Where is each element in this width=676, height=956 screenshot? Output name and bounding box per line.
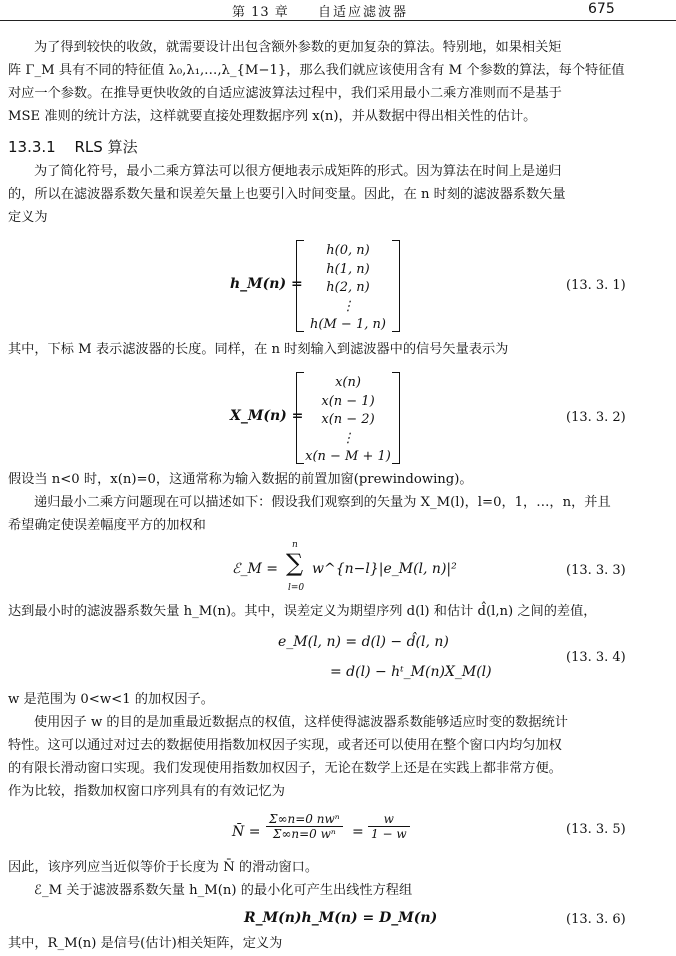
matrix-entry: x(n − M + 1) [305,449,391,464]
matrix-entry: ⋮ [341,298,355,314]
fraction-denominator: Σ∞n=0 wⁿ [272,827,336,841]
equals-sign: = [352,824,364,840]
sum-upper-limit: n [292,540,298,550]
text-line: w 是范围为 0<w<1 的加权因子。 [8,692,214,707]
running-header [0,0,676,21]
sum-body: w^{n−l}|e_M(l, n)|² [312,561,457,577]
equation-number: (13. 3. 5) [566,822,626,837]
equation-number: (13. 3. 6) [566,912,626,927]
equation-lhs: N̄ = [232,824,261,840]
text-line: 希望确定使误差幅度平方的加权和 [8,518,206,533]
page-number: 675 [588,1,615,17]
text-line: ℰ_M 关于滤波器系数矢量 h_M(n) 的最小化可产生出线性方程组 [34,883,413,898]
text-line: 阵 Γ_M 具有不同的特征值 λ₀,λ₁,…,λ_{M−1}，那么我们就应该使用含有 M 个参数的算法，每个特征值 [8,63,625,78]
fraction-numerator: Σ∞n=0 nwⁿ [266,812,343,827]
equation-number: (13. 3. 3) [566,563,626,578]
text-line: 其中，R_M(n) 是信号(估计)相关矩阵，定义为 [8,936,283,951]
paragraph-correlation-matrix [8,932,620,955]
equation-13-3-4-line2: = d(l) − hᵗ_M(n)X_M(l) [330,664,492,680]
sum-lower-limit: l=0 [288,583,305,593]
text-line: 定义为 [8,210,48,225]
equation-13-3-6: R_M(n)h_M(n) = D_M(n) [244,910,438,926]
equation-lhs: ℰ_M = [232,561,278,577]
equation-13-3-2-lhs: X_M(n) = [230,408,304,424]
chapter-title: 自适应滤波器 [318,5,409,20]
fraction-closed-form [368,812,410,841]
text-line: 达到最小时的滤波器系数矢量 h_M(n)。其中，误差定义为期望序列 d(l) 和估计 d̂(l,n) 之间的差值， [8,604,597,619]
text-line: 的，所以在滤波器系数矢量和误差矢量上也要引入时间变量。因此，在 n 时刻的滤波器系数矢量 [8,187,566,202]
paragraph-signal-vector [8,338,620,361]
matrix-entry: x(n − 1) [321,393,375,409]
text-line: 假设当 n<0 时，x(n)=0，这通常称为输入数据的前置加窗(prewindowing)。 [8,472,473,487]
fraction-effective-memory [266,812,343,841]
text-line: 为了得到较快的收敛，就需要设计出包含额外参数的更加复杂的算法。特别地，如果相关矩 [34,40,562,55]
matrix-entry: h(2, n) [326,280,370,295]
coefficient-vector-matrix [296,240,400,332]
paragraph-definition [8,160,620,229]
equation-number: (13. 3. 4) [566,650,626,665]
text-line: 因此，该序列应当近似等价于长度为 N̄ 的滑动窗口。 [8,860,319,875]
equation-13-3-5 [232,812,432,852]
matrix-entry: h(1, n) [326,261,370,277]
matrix-entry: x(n − 2) [321,412,375,427]
matrix-entry: h(0, n) [326,243,370,258]
equation-number: (13. 3. 2) [566,410,626,425]
paragraph-sliding-window [8,856,620,902]
signal-vector-matrix [296,372,400,464]
section-title: RLS 算法 [74,138,138,156]
text-line: 特性。这可以通过对过去的数据使用指数加权因子实现，或者还可以使用在整个窗口内均匀加权 [8,738,562,753]
text-line: 其中，下标 M 表示滤波器的长度。同样，在 n 时刻输入到滤波器中的信号矢量表示为 [8,342,509,357]
text-line: 为了简化符号，最小二乘方算法可以很方便地表示成矩阵的形式。因为算法在时间上是递归 [34,164,562,179]
text-line: 对应一个参数。在推导更快收敛的自适应滤波算法过程中，我们采用最小二乘方准则而不是基于 [8,86,562,101]
text-line: 递归最小二乘方问题现在可以描述如下：假设我们观察到的矢量为 X_M(l)，l=0，1，…，n，并且 [34,495,611,510]
equation-13-3-3 [232,540,472,596]
equation-13-3-4-line1: e_M(l, n) = d(l) − d̂(l, n) [278,634,449,650]
equation-number: (13. 3. 1) [566,278,626,293]
paragraph-intro [8,36,625,128]
chapter-number: 第 13 章 [232,5,289,20]
section-heading [8,136,138,157]
matrix-entry: x(n) [335,375,361,390]
fraction-numerator: w [368,812,410,827]
section-number: 13.3.1 [8,138,56,156]
summation-sign: ∑ [286,549,304,577]
paragraph-error-definition [8,600,620,623]
equation-13-3-1-lhs: h_M(n) = [230,276,303,292]
text-line: MSE 准则的统计方法，这样就要直接处理数据序列 x(n)，并从数据中得出相关性的估计。 [8,109,537,124]
matrix-entry: h(M − 1, n) [310,317,386,332]
matrix-entry: ⋮ [341,430,355,446]
fraction-denominator: 1 − w [371,827,407,841]
paragraph-weighting [8,688,620,803]
text-line: 的有限长滑动窗口实现。我们发现使用指数加权因子，无论在数学上还是在实践上都非常方便。 [8,761,562,776]
paragraph-rls-problem [8,468,620,537]
text-line: 作为比较，指数加权窗口序列具有的有效记忆为 [8,784,285,799]
text-line: 使用因子 w 的目的是加重最近数据点的权值，这样使得滤波器系数能够适应时变的数据统计 [34,715,568,730]
